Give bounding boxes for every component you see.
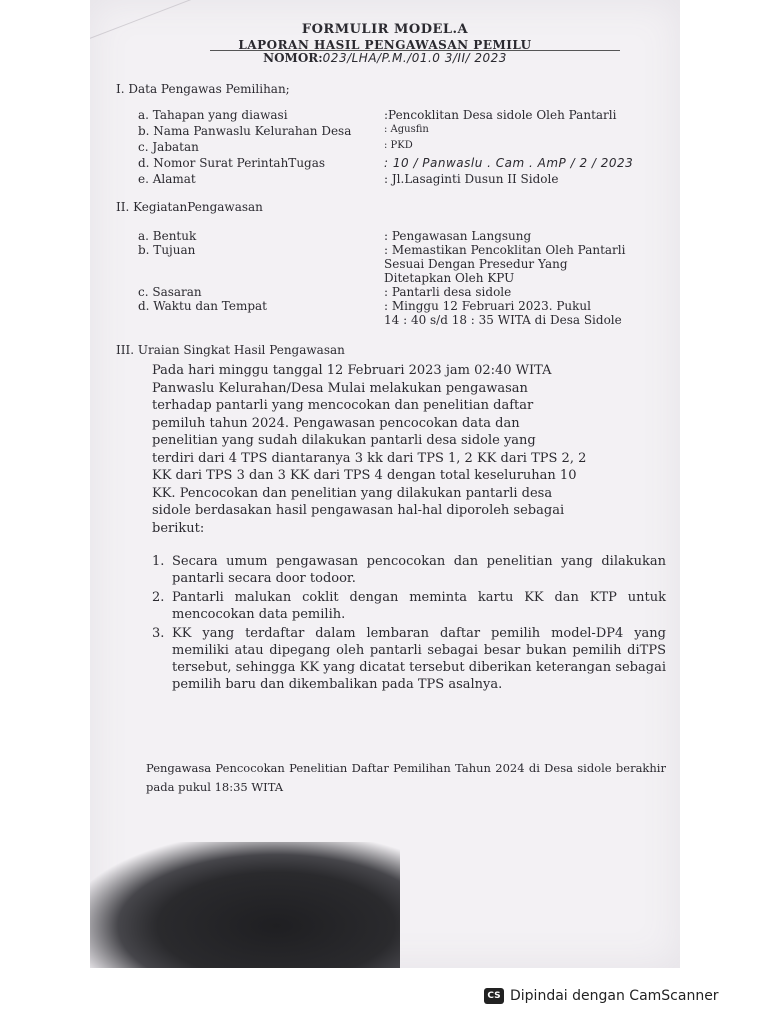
row-value: : Agusfin [384, 124, 429, 135]
summary-paragraph [152, 362, 664, 537]
row-value: : PKD [384, 140, 413, 151]
list-item [152, 589, 666, 623]
section-1-title: I. Data Pengawas Pemilihan; [116, 82, 290, 96]
closing-statement: Pengawasa Pencocokan Penelitian Daftar Pemilihan Tahun 2024 di Desa sidole berakhir pada pukul 18:35 WITA [146, 761, 666, 794]
nomor-label: NOMOR: [263, 51, 323, 65]
photo-shadow [90, 842, 400, 968]
list-number: 2. [152, 590, 165, 605]
row-value: : Jl.Lasaginti Dusun II Sidole [384, 172, 559, 186]
row-label: b. Tujuan [138, 243, 196, 257]
row-label: c. Jabatan [138, 140, 199, 154]
paragraph-line: KK dari TPS 3 dan 3 KK dari TPS 4 dengan total keseluruhan 10 [152, 468, 577, 483]
row-value: :Pencoklitan Desa sidole Oleh Pantarli [384, 108, 617, 122]
findings-list [152, 553, 666, 695]
row-label: d. Waktu dan Tempat [138, 299, 267, 313]
row-label: c. Sasaran [138, 285, 202, 299]
list-text: Secara umum pengawasan pencocokan dan penelitian yang dilakukan pantarli secara door todoor. [172, 554, 666, 586]
row-value: Ditetapkan Oleh KPU [384, 271, 515, 285]
report-number [90, 51, 680, 65]
list-text: Pantarli malukan coklit dengan meminta kartu KK dan KTP untuk mencocokan data pemilih. [172, 590, 666, 622]
row-value: : 10 / Panwaslu . Cam . AmP / 2 / 2023 [384, 156, 634, 170]
document-page [90, 0, 680, 968]
document-content [90, 0, 680, 968]
row-value: : Pantarli desa sidole [384, 285, 512, 299]
paragraph-line: terdiri dari 4 TPS diantaranya 3 kk dari TPS 1, 2 KK dari TPS 2, 2 [152, 450, 587, 466]
paragraph-line: sidole berdasakan hasil pengawasan hal-hal diporoleh sebagai [152, 503, 565, 518]
camscanner-watermark [484, 985, 719, 1007]
row-value: : Minggu 12 Februari 2023. Pukul [384, 299, 591, 313]
row-value: : Pengawasan Langsung [384, 229, 532, 243]
form-title: FORMULIR MODEL.A [301, 22, 469, 37]
paragraph-line: Pada hari minggu tanggal 12 Februari 2023 jam 02:40 WITA [152, 363, 552, 378]
row-label: a. Tahapan yang diawasi [138, 108, 288, 122]
row-value: Sesuai Dengan Presedur Yang [384, 257, 568, 271]
row-label: e. Alamat [138, 172, 196, 186]
list-number: 1. [152, 554, 165, 569]
row-label: b. Nama Panwaslu Kelurahan Desa [138, 124, 352, 138]
list-item [152, 625, 666, 693]
row-label: a. Bentuk [138, 229, 197, 243]
row-value: 14 : 40 s/d 18 : 35 WITA di Desa Sidole [384, 313, 622, 327]
paragraph-line: penelitian yang sudah dilakukan pantarli desa sidole yang [152, 433, 536, 448]
paragraph-line: berikut: [152, 520, 205, 536]
camscanner-icon: CS [484, 988, 504, 1004]
section-2-title: II. KegiatanPengawasan [116, 200, 263, 214]
camscanner-text: Dipindai dengan CamScanner [510, 988, 719, 1004]
list-number: 3. [152, 626, 165, 641]
nomor-value: 023/LHA/P.M./01.0 3/II/ 2023 [322, 51, 507, 65]
section-3-title: III. Uraian Singkat Hasil Pengawasan [116, 343, 345, 357]
report-title: LAPORAN HASIL PENGAWASAN PEMILU [238, 38, 532, 52]
list-item [152, 553, 666, 587]
row-value: : Memastikan Pencoklitan Oleh Pantarli [384, 243, 626, 257]
paragraph-line: Panwaslu Kelurahan/Desa Mulai melakukan pengawasan [152, 380, 528, 396]
row-label: d. Nomor Surat PerintahTugas [138, 156, 326, 170]
paragraph-line: terhadap pantarli yang mencocokan dan penelitian daftar [152, 398, 534, 413]
paragraph-line: KK. Pencocokan dan penelitian yang dilakukan pantarli desa [152, 485, 553, 501]
paragraph-line: pemiluh tahun 2024. Pengawasan pencocokan data dan [152, 415, 520, 431]
list-text: KK yang terdaftar dalam lembaran daftar pemilih model-DP4 yang memiliki atau dipegang oleh pantarli sebagai besar bukan pemilih diTPS tersebut, sehingga KK yang dicatat tersebut diberikan keterangan sebagai pemilih baru dan dikembalikan pada TPS asalnya. [172, 626, 666, 692]
